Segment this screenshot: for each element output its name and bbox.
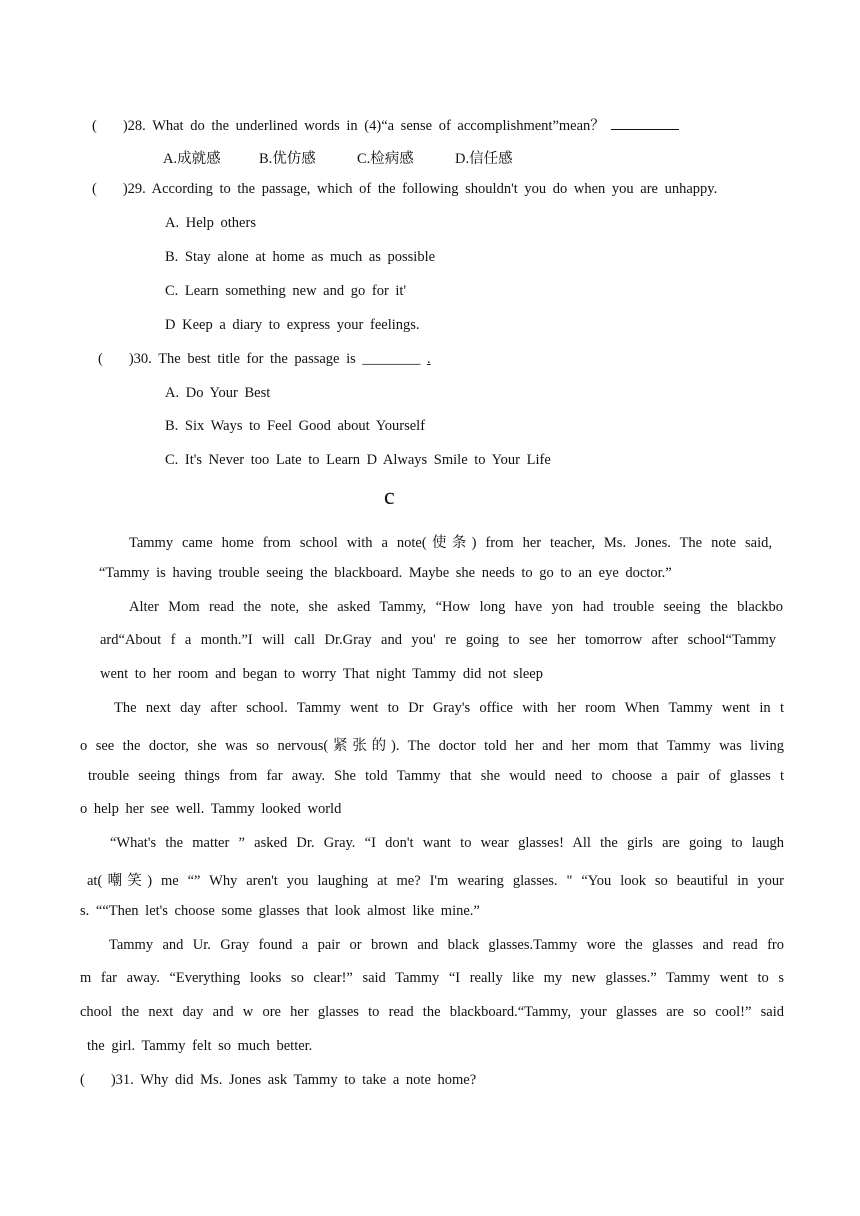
q30-paren: ( [98,351,103,367]
passage-line-9: o help her see well. Tammy looked world [80,801,342,817]
q31-number: )31. [110,1072,134,1088]
passage-line-7: o see the doctor, she was so nervous(紧张的). The doctor told her and her mom that Tammy was living [80,738,784,754]
q29-paren: ( [92,181,97,197]
passage-line-14: m far away. “Everything looks so clear!” said Tammy “I really like my new glasses.” Tammy went to s [80,970,784,986]
passage-line-4: ard“About f a month.”I will call Dr.Gray and you' re going to see her tomorrow after school“Tammy [100,632,776,648]
passage-line-10: “What's the matter ” asked Dr. Gray. “I don't want to wear glasses! All the girls are going to laugh [110,835,784,851]
q29-option-c: C. Learn something new and go for it' [165,283,407,299]
q31-stem [80,1072,476,1089]
passage-line-11: at(嘲笑) me “” Why aren't you laughing at me? I'm wearing glasses. " “You look so beautiful in your [87,873,784,889]
q28-option-c: C.检病感 [357,151,414,167]
q31-paren: ( [80,1072,85,1088]
q28-paren: ( [92,118,97,134]
q28-number: )28. [122,118,146,134]
q28-option-b: B.优仿感 [259,151,316,167]
passage-line-2: “Tammy is having trouble seeing the blackboard. Maybe she needs to go to an eye doctor.” [99,565,672,581]
q28-text: What do the underlined words in (4)“a sense of accomplishment”mean？ [152,118,605,134]
passage-line-3: Alter Mom read the note, she asked Tammy, “How long have yon had trouble seeing the blackbo [129,599,783,615]
q28-option-a: A.成就感 [163,151,221,167]
section-title-c: c [384,484,395,510]
q30-stem [98,351,431,368]
passage-line-16: the girl. Tammy felt so much better. [87,1038,313,1054]
q28-options [163,147,513,168]
passage-line-1: Tammy came home from school with a note(使条) from her teacher, Ms. Jones. The note said, [129,535,772,551]
passage-line-6: The next day after school. Tammy went to Dr Gray's office with her room When Tammy went in t [114,700,784,716]
q29-stem [92,181,717,198]
q30-tail: . [427,351,431,367]
q30-option-b: B. Six Ways to Feel Good about Yourself [165,418,426,434]
q29-option-d: D Keep a diary to express your feelings. [165,317,420,333]
q30-number: )30. [128,351,152,367]
q30-option-a: A. Do Your Best [165,385,271,401]
passage-line-5: went to her room and began to worry That night Tammy did not sleep [100,666,543,682]
q29-number: )29. [122,181,146,197]
passage-line-12: s. ““Then let's choose some glasses that look almost like mine.” [80,903,480,919]
q29-option-b: B. Stay alone at home as much as possible [165,249,436,265]
q30-option-c: C. It's Never too Late to Learn D Always Smile to Your Life [165,452,551,468]
q31-text: Why did Ms. Jones ask Tammy to take a note home? [140,1072,477,1088]
q29-option-a: A. Help others [165,215,256,231]
q28-option-d: D.信任感 [455,151,513,167]
q29-text: According to the passage, which of the following shouldn't you do when you are unhappy. [151,181,718,197]
q30-blank[interactable]: ________ [362,351,421,367]
q30-text: The best title for the passage is [158,351,356,367]
passage-line-8: trouble seeing things from far away. She told Tammy that she would need to choose a pair of glasses t [88,768,784,784]
q28-stem [92,114,679,135]
passage-line-15: chool the next day and w ore her glasses to read the blackboard.“Tammy, your glasses are so cool!” said [80,1004,784,1020]
passage-line-13: Tammy and Ur. Gray found a pair or brown and black glasses.Tammy wore the glasses and read fro [109,937,784,953]
q28-blank[interactable] [611,117,679,130]
